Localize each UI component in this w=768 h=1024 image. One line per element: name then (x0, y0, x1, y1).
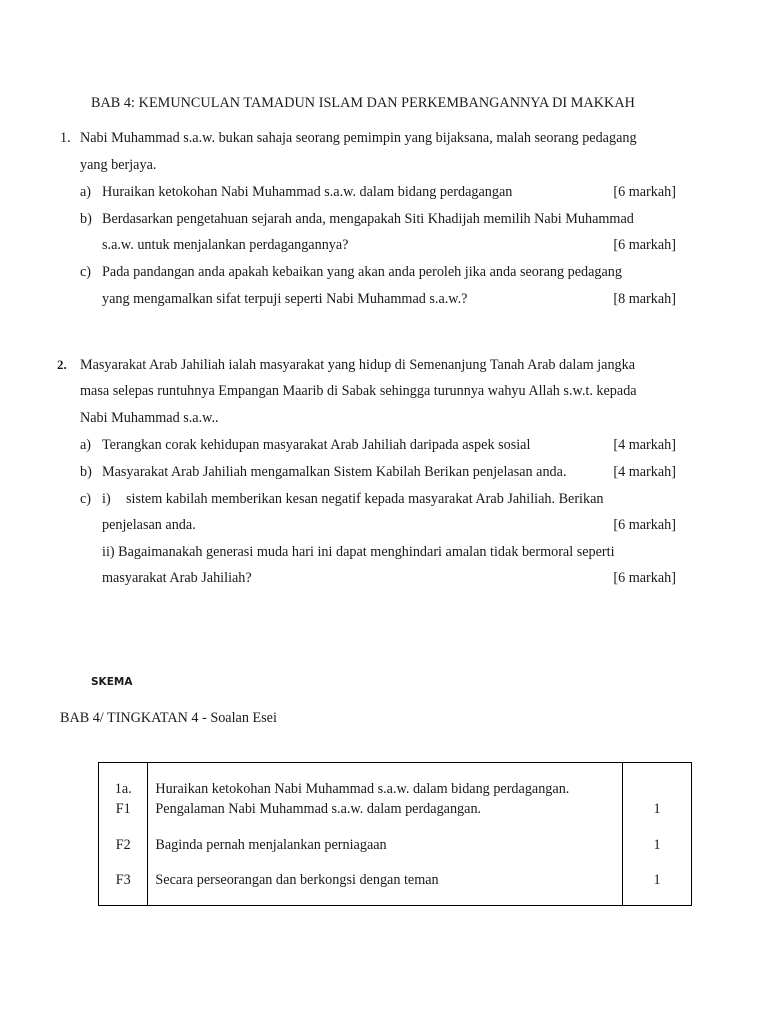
row-text: Pengalaman Nabi Muhammad s.a.w. dalam perdagangan. (148, 799, 623, 835)
subquestion-label: a) (80, 184, 92, 200)
question-number: 2. (57, 357, 67, 372)
subquestion-label: b) (80, 464, 92, 480)
row-text: Baginda pernah menjalankan perniagaan (148, 835, 623, 871)
marks-label: [4 markah] (613, 464, 676, 480)
subquestion-text: s.a.w. untuk menjalankan perdagangannya? (102, 237, 349, 253)
subquestion-label: a) (80, 437, 92, 453)
question-intro-line: Nabi Muhammad s.a.w. bukan sahaja seorang pemimpin yang bijaksana, malah seorang pedagang (80, 130, 637, 146)
skema-heading: SKEMA (91, 676, 133, 688)
subquestion-text: Berdasarkan pengetahuan sejarah anda, mengapakah Siti Khadijah memilih Nabi Muhammad (102, 211, 634, 227)
subquestion-text: penjelasan anda. (102, 517, 196, 533)
subquestion-text: Terangkan corak kehidupan masyarakat Arab Jahiliah daripada aspek sosial (102, 437, 531, 453)
row-code: F3 (99, 870, 148, 906)
subquestion-text: Huraikan ketokohan Nabi Muhammad s.a.w. dalam bidang perdagangan (102, 184, 513, 200)
row-text: Huraikan ketokohan Nabi Muhammad s.a.w. dalam bidang perdagangan. (148, 763, 623, 800)
row-mark: 1 (623, 799, 692, 835)
subquestion-label: c) (80, 491, 92, 507)
question-intro-line: yang berjaya. (80, 157, 157, 173)
table-row (99, 870, 692, 906)
subquestion-roman-label: i) (102, 491, 111, 507)
subquestion-text: masyarakat Arab Jahiliah? (102, 570, 252, 586)
marks-label: [4 markah] (613, 437, 676, 453)
skema-subtitle: BAB 4/ TINGKATAN 4 - Soalan Esei (60, 710, 277, 726)
question-number: 1. (60, 130, 71, 146)
subquestion-label: c) (80, 264, 92, 280)
row-code: F1 (99, 799, 148, 835)
subquestion-label: b) (80, 211, 92, 227)
table-row (99, 763, 692, 800)
marks-label: [6 markah] (613, 517, 676, 533)
subquestion-text: ii) Bagaimanakah generasi muda hari ini dapat menghindari amalan tidak bermoral seperti (102, 544, 615, 560)
question-intro-line: Nabi Muhammad s.a.w.. (80, 410, 219, 426)
page-title: BAB 4: KEMUNCULAN TAMADUN ISLAM DAN PERKEMBANGANNYA DI MAKKAH (91, 95, 635, 111)
subquestion-text: sistem kabilah memberikan kesan negatif kepada masyarakat Arab Jahiliah. Berikan (126, 491, 604, 507)
row-code: F2 (99, 835, 148, 871)
marks-label: [8 markah] (613, 291, 676, 307)
subquestion-text: Pada pandangan anda apakah kebaikan yang akan anda peroleh jika anda seorang pedagang (102, 264, 622, 280)
row-mark: 1 (623, 835, 692, 871)
subquestion-text: Masyarakat Arab Jahiliah mengamalkan Sistem Kabilah Berikan penjelasan anda. (102, 464, 567, 480)
marks-label: [6 markah] (613, 184, 676, 200)
row-mark: 1 (623, 870, 692, 906)
question-intro-line: Masyarakat Arab Jahiliah ialah masyarakat yang hidup di Semenanjung Tanah Arab dalam jangka (80, 357, 636, 373)
row-code: 1a. (99, 763, 148, 800)
scheme-table (98, 762, 692, 906)
question-intro-line: masa selepas runtuhnya Empangan Maarib di Sabak sehingga turunnya wahyu Allah s.w.t. kepada (80, 383, 637, 399)
subquestion-text: yang mengamalkan sifat terpuji seperti Nabi Muhammad s.a.w.? (102, 291, 468, 307)
table-row (99, 835, 692, 871)
row-mark (623, 763, 692, 800)
marks-label: [6 markah] (613, 237, 676, 253)
marks-label: [6 markah] (613, 570, 676, 586)
row-text: Secara perseorangan dan berkongsi dengan teman (148, 870, 623, 906)
table-row (99, 799, 692, 835)
